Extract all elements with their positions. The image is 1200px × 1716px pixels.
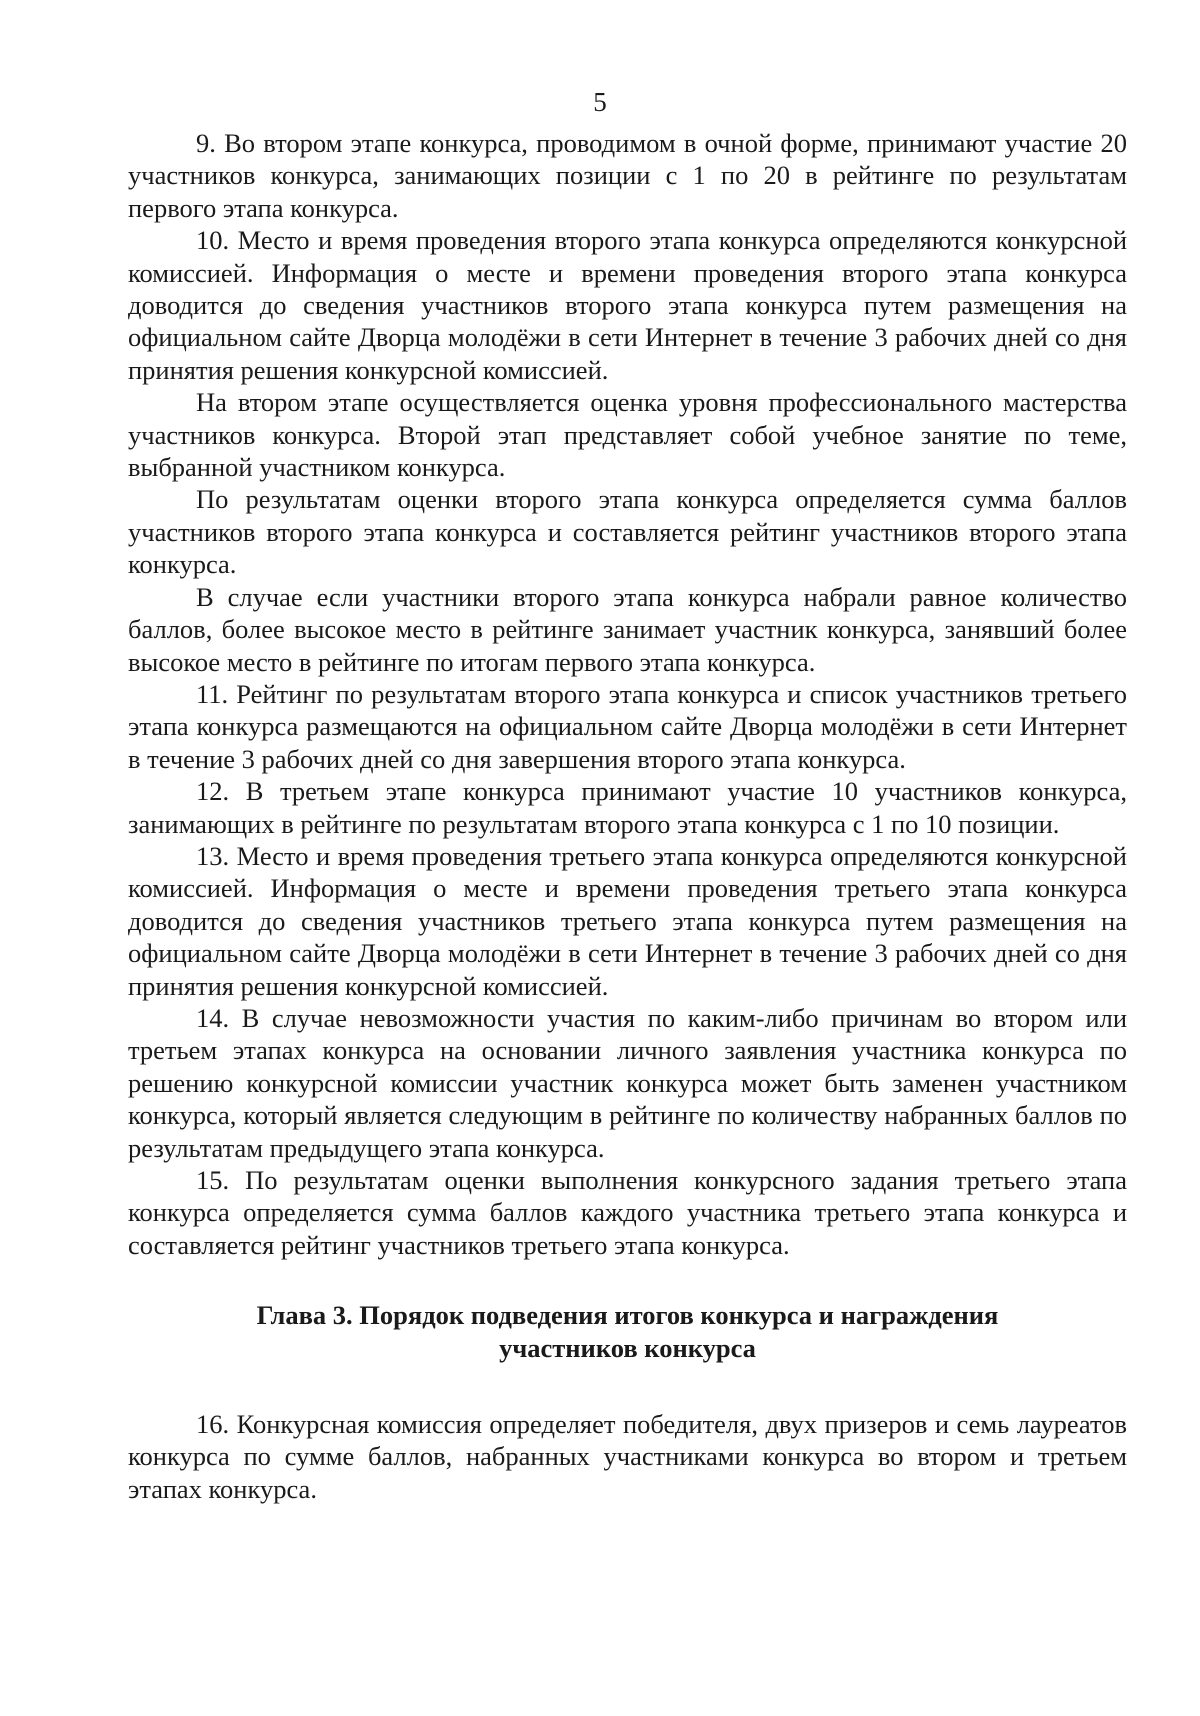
paragraph-16: 16. Конкурсная комиссия определяет победителя, двух призеров и семь лауреатов конкурса по сумме баллов, набранных участниками конкурса во втором и третьем этапах конкурса. [128,1409,1127,1504]
chapter-heading-line-1: Глава 3. Порядок подведения итогов конкурса и награждения [256,1300,999,1331]
page-number: 5 [593,87,607,117]
paragraph-10-tie-rule: В случае если участники второго этапа конкурса набрали равное количество баллов, более высокое место в рейтинге занимает участник конкурса, занявший более высокое место в рейтинге по итогам первого этапа конкурса. [128,581,1127,677]
paragraph-11: 11. Рейтинг по результатам второго этапа конкурса и список участников третьего этапа конкурса размещаются на официальном сайте Дворца молодёжи в сети Интернет в течение 3 рабочих дней со дня завершения второго этапа конкурса. [128,678,1127,774]
paragraph-10-second-stage-rating: По результатам оценки второго этапа конкурса определяется сумма баллов участников второго этапа конкурса и составляется рейтинг участников второго этапа конкурса. [128,484,1127,580]
chapter-heading [128,1299,1127,1364]
paragraph-10-second-stage-assessment: На втором этапе осуществляется оценка уровня профессионального мастерства участников конкурса. Второй этап представляет собой учебное занятие по теме, выбранной участником конкурса. [128,387,1127,483]
paragraph-14: 14. В случае невозможности участия по каким-либо причинам во втором или третьем этапах конкурса на основании личного заявления участника конкурса по решению конкурсной комиссии участник конкурса может быть заменен участником конкурса, который является следующим в рейтинге по количеству набранных баллов по результатам предыдущего этапа конкурса. [128,1002,1127,1163]
paragraph-12: 12. В третьем этапе конкурса принимают участие 10 участников конкурса, занимающих в рейтинге по результатам второго этапа конкурса с 1 по 10 позиции. [128,776,1127,839]
paragraph-15: 15. По результатам оценки выполнения конкурсного задания третьего этапа конкурса определяется сумма баллов каждого участника третьего этапа конкурса и составляется рейтинг участников третьего этапа конкурса. [128,1165,1127,1260]
chapter-heading-line-2: участников конкурса [499,1332,756,1363]
paragraph-9: 9. Во втором этапе конкурса, проводимом в очной форме, принимают участие 20 участников конкурса, занимающих позиции с 1 по 20 в рейтинге по результатам первого этапа конкурса. [128,128,1127,223]
document-body [128,127,1127,1505]
paragraph-13: 13. Место и время проведения третьего этапа конкурса определяются конкурсной комиссией. Информация о месте и времени проведения третьего этапа конкурса доводится до сведения участников третьего этапа конкурса путем размещения на официальном сайте Дворца молодёжи в сети Интернет в течение 3 рабочих дней со дня принятия решения конкурсной комиссией. [128,840,1127,1001]
paragraph-10: 10. Место и время проведения второго этапа конкурса определяются конкурсной комиссией. Информация о месте и времени проведения второго этапа конкурса доводится до сведения участников второго этапа конкурса путем размещения на официальном сайте Дворца молодёжи в сети Интернет в течение 3 рабочих дней со дня принятия решения конкурсной комиссией. [128,225,1127,385]
